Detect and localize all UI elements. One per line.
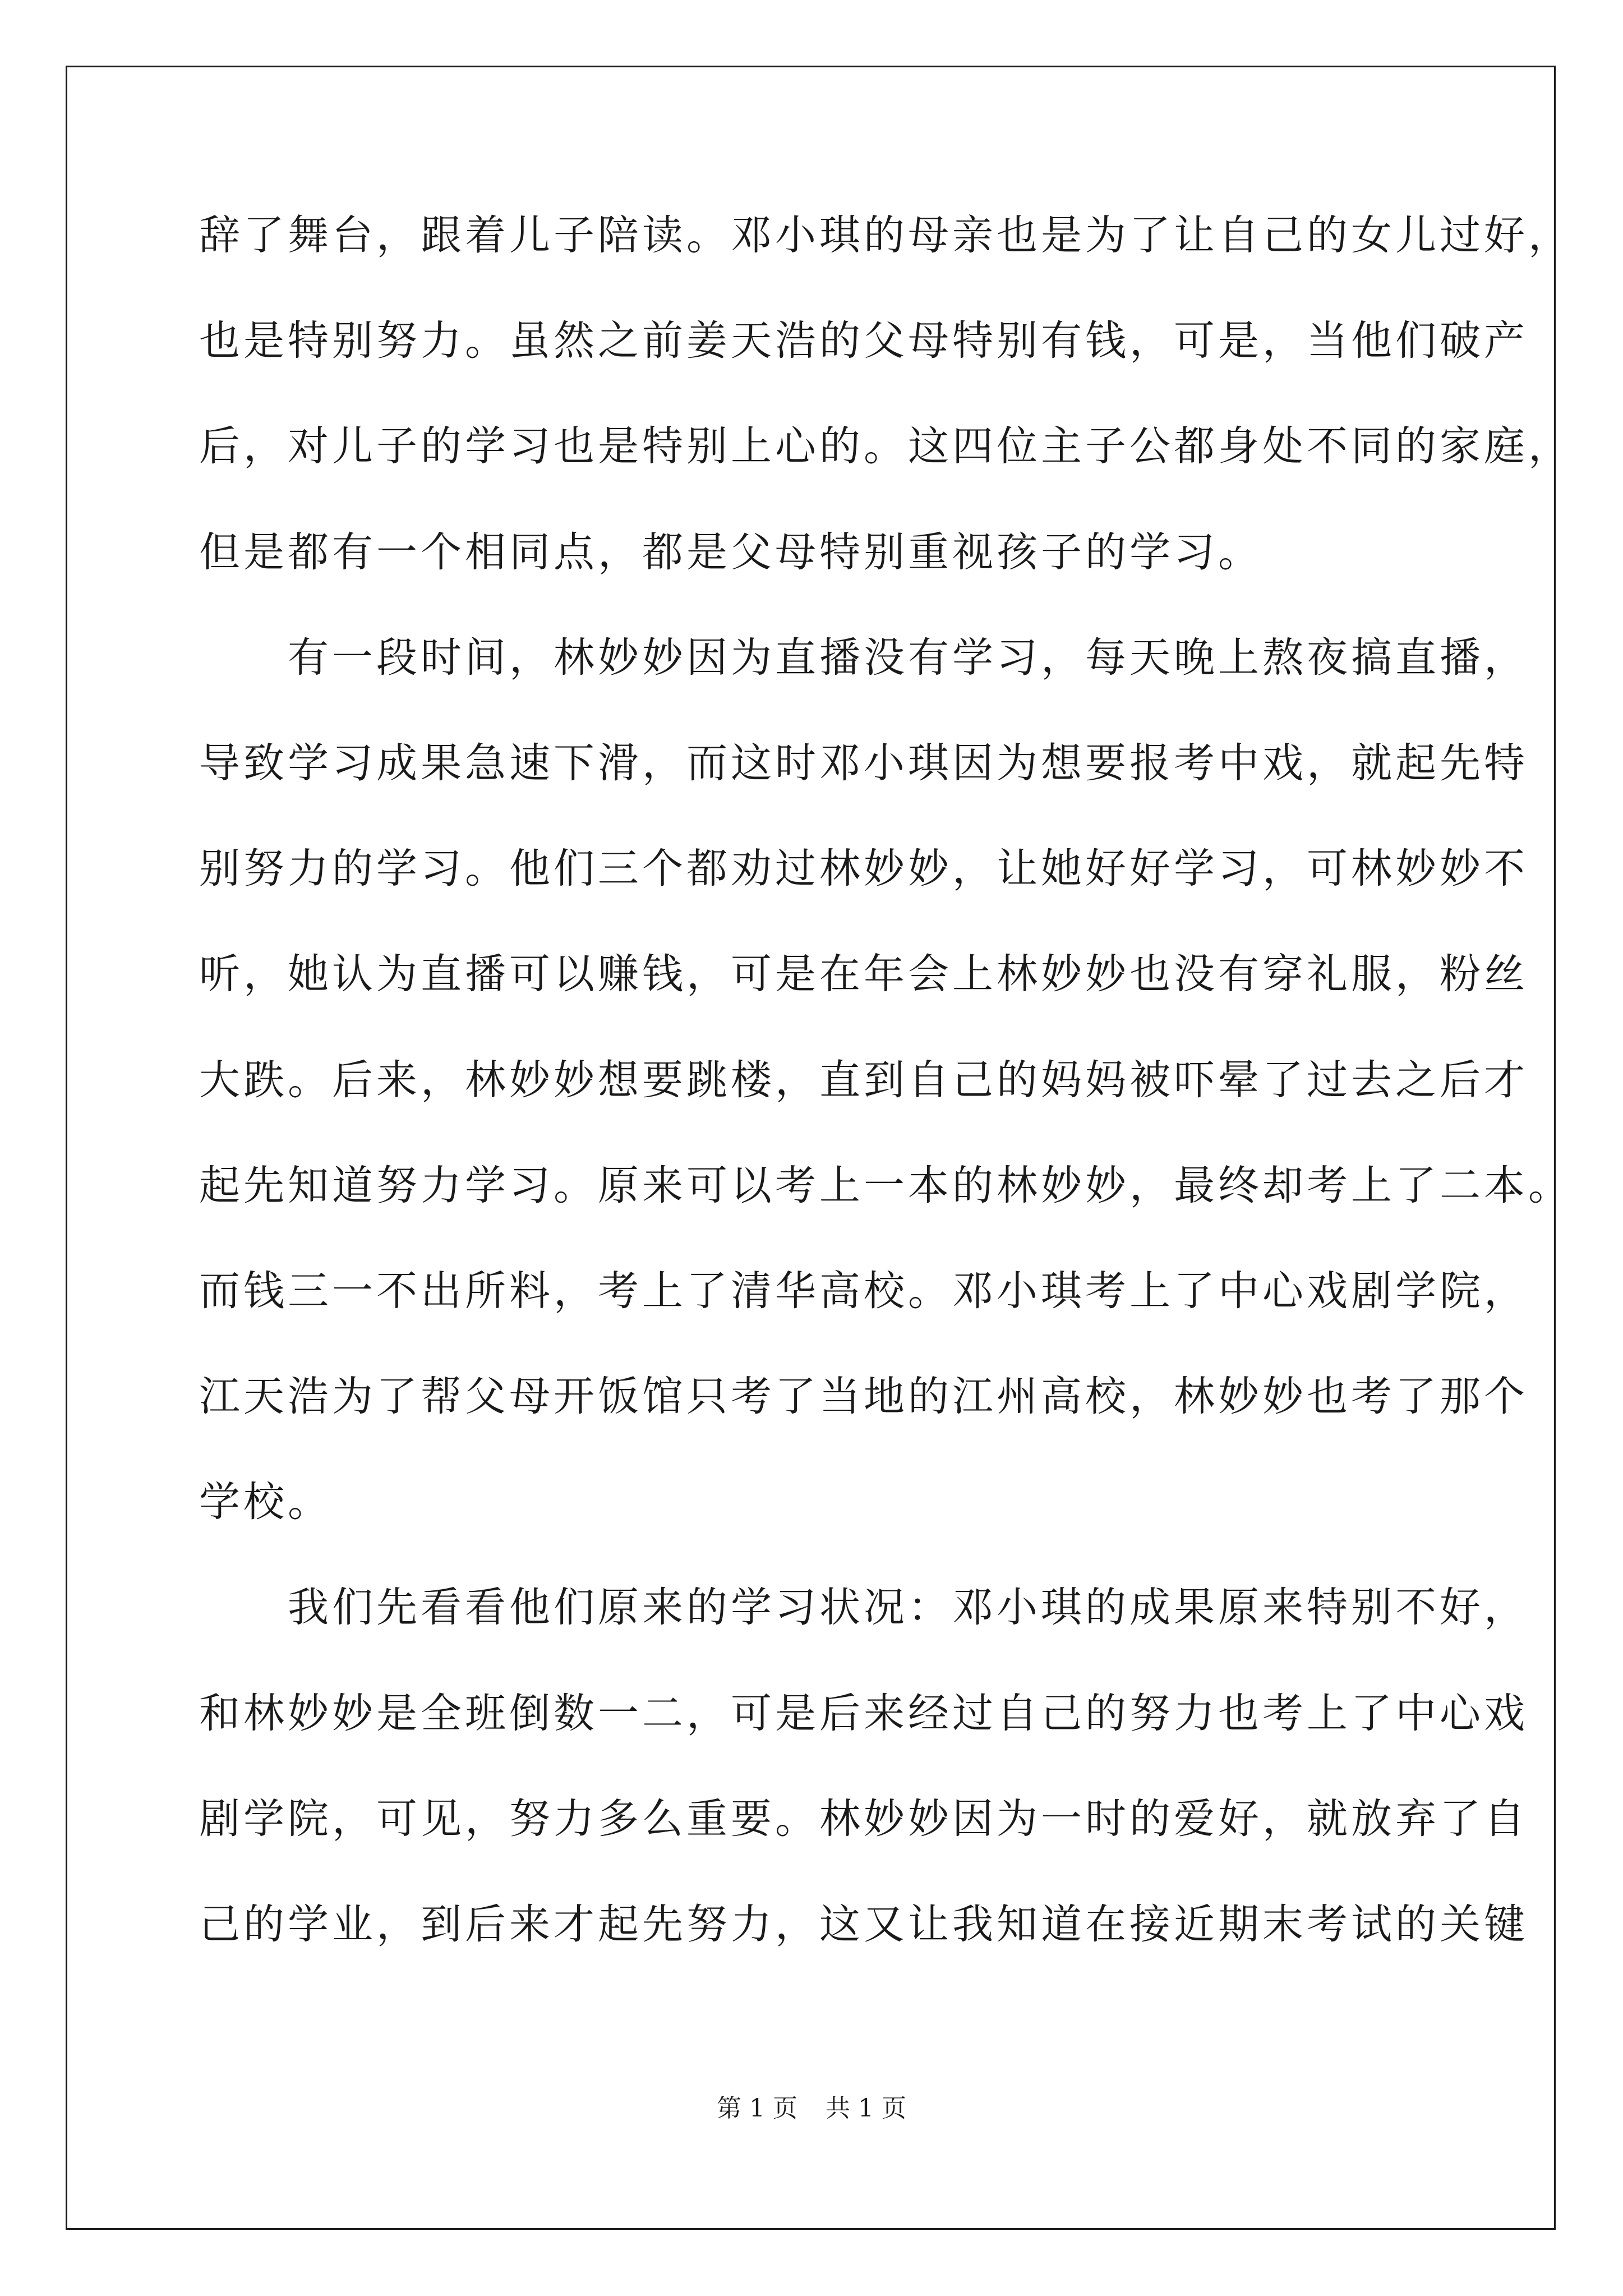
text-line: 但是都有一个相同点，都是父母特别重视孩子的学习。 (199, 528, 1262, 576)
text-line: 也是特别努力。虽然之前姜天浩的父母特别有钱，可是，当他们破产 (199, 317, 1528, 365)
text-line: 己的学业，到后来才起先努力，这又让我知道在接近期末考试的关键 (199, 1901, 1528, 1948)
paragraph-first-line: 我们先看看他们原来的学习状况：邓小琪的成果原来特别不好， (288, 1584, 1528, 1632)
text-line: 学校。 (199, 1478, 332, 1526)
text-line: 辞了舞台，跟着儿子陪读。邓小琪的母亲也是为了让自己的女儿过好， (199, 211, 1573, 259)
paragraph-first-line: 有一段时间，林妙妙因为直播没有学习，每天晚上熬夜搞直播， (288, 633, 1528, 682)
text-line: 江天浩为了帮父母开饭馆只考了当地的江州高校，林妙妙也考了那个 (199, 1373, 1528, 1421)
text-line: 别努力的学习。他们三个都劝过林妙妙，让她好好学习，可林妙妙不 (199, 845, 1528, 893)
text-line: 听，她认为直播可以赚钱，可是在年会上林妙妙也没有穿礼服，粉丝 (199, 950, 1528, 999)
text-line: 和林妙妙是全班倒数一二，可是后来经过自己的努力也考上了中心戏 (199, 1689, 1528, 1737)
document-body (199, 208, 1573, 2002)
text-line: 后，对儿子的学习也是特别上心的。这四位主子公都身处不同的家庭， (199, 422, 1573, 471)
page-footer (0, 2088, 1623, 2124)
text-line: 起先知道努力学习。原来可以考上一本的林妙妙，最终却考上了二本。 (199, 1161, 1573, 1209)
page-total: 共 1 页 (826, 2094, 906, 2123)
text-line: 剧学院，可见，努力多么重要。林妙妙因为一时的爱好，就放弃了自 (199, 1795, 1528, 1843)
text-line: 大跌。后来，林妙妙想要跳楼，直到自己的妈妈被吓晕了过去之后才 (199, 1056, 1528, 1104)
text-line: 而钱三一不出所料，考上了清华高校。邓小琪考上了中心戏剧学院， (199, 1267, 1528, 1315)
page-number: 第 1 页 (717, 2094, 797, 2123)
text-line: 导致学习成果急速下滑，而这时邓小琪因为想要报考中戏，就起先特 (199, 739, 1528, 787)
